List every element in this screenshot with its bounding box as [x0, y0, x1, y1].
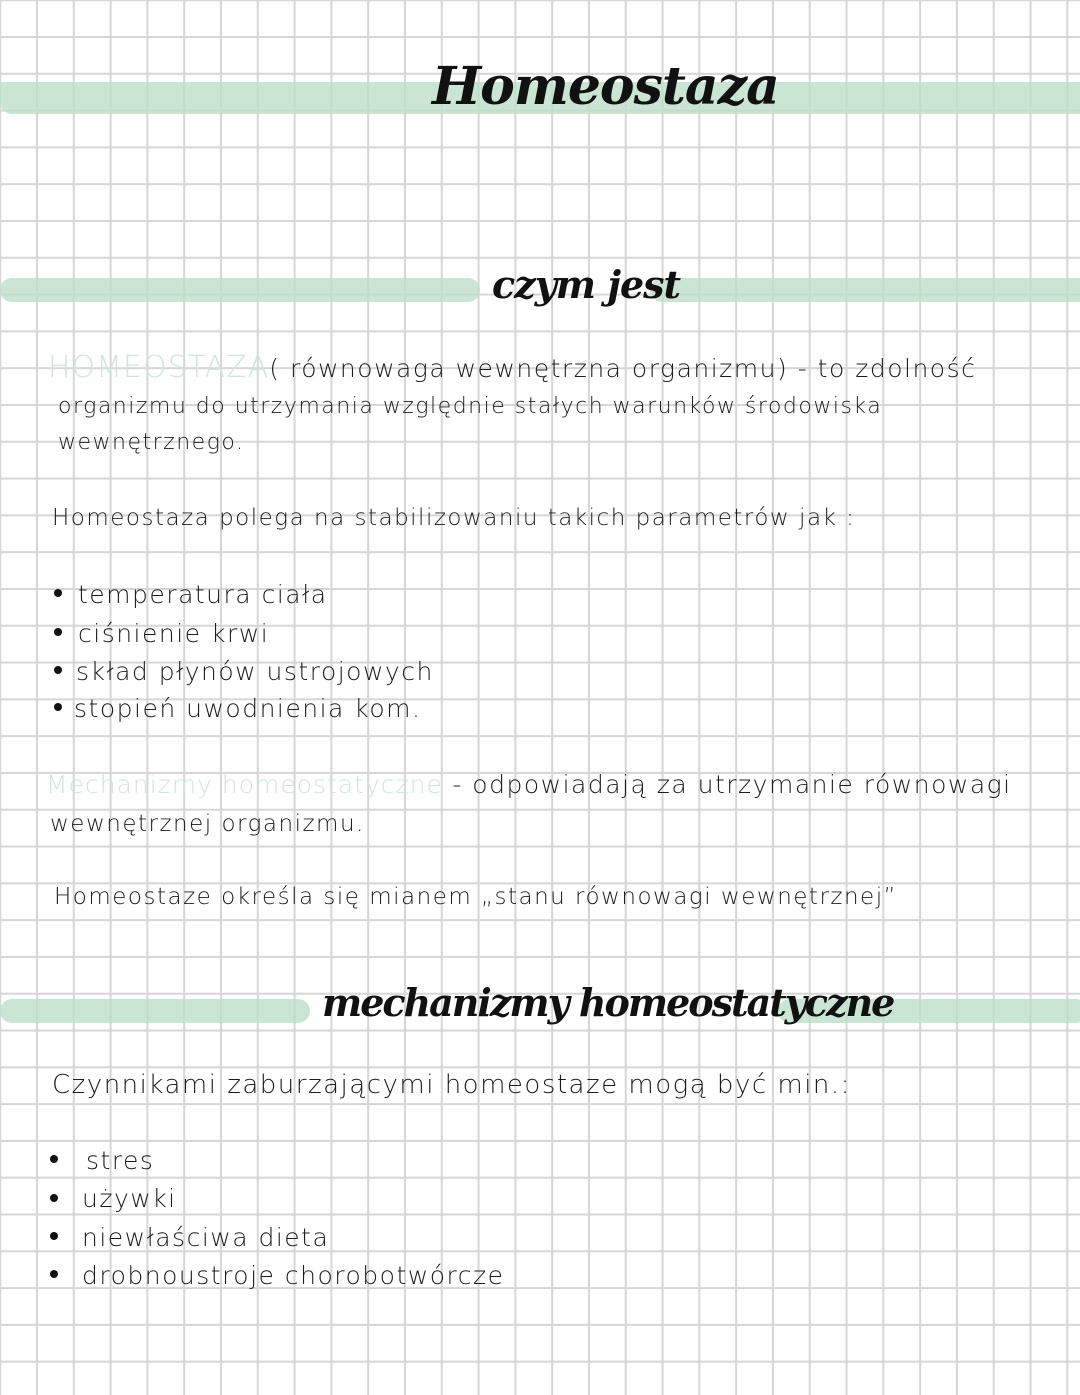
param-item: skład płynów ustrojowych [76, 657, 434, 686]
factor-item: niewłaściwa dieta [82, 1223, 330, 1252]
bullet-dot [54, 666, 62, 674]
bullet-dot [50, 1270, 58, 1278]
mechanisms-line-2: wewnętrznej organizmu. [50, 811, 365, 837]
definition-line-2: organizmu do utrzymania względnie stałych warunków środowiska [58, 394, 883, 419]
state-sentence: Homeostaze określa się mianem „stanu równowagi wewnętrznej” [54, 884, 898, 910]
page-title: Homeostaza [432, 56, 779, 117]
param-item: stopień uwodnienia kom. [74, 694, 422, 723]
bullet-dot [50, 1194, 58, 1202]
bullet-dot [50, 1232, 58, 1240]
section-band-left [0, 278, 480, 302]
definition-line-3: wewnętrznego. [58, 430, 245, 455]
param-item: temperatura ciała [78, 580, 328, 609]
bullet-dot [50, 1155, 58, 1163]
section-heading-mechanizmy: mechanizmy homeostatyczne [322, 980, 894, 1025]
factor-item: używki [82, 1184, 177, 1213]
term-homeostaza: HOMEOSTAZA [48, 350, 270, 385]
mechanisms-line-1 [46, 770, 1012, 799]
bullet-dot [54, 589, 62, 597]
section-band-left [0, 999, 310, 1023]
term-mechanizmy: Mechanizmy homeostatyczne [46, 770, 443, 799]
bullet-dot [54, 628, 62, 636]
section-heading-czym-jest: czym jest [492, 262, 681, 307]
params-intro: Homeostaza polega na stabilizowaniu takich parametrów jak : [52, 505, 856, 531]
definition-line-1-rest: ( równowaga wewnętrzna organizmu) - to zdolność [269, 354, 977, 383]
definition-line-1 [48, 350, 976, 385]
mechanisms-line-1-rest: - odpowiadają za utrzymanie równowagi [442, 770, 1012, 799]
factor-item: stres [86, 1146, 155, 1175]
bullet-dot [54, 703, 62, 711]
factor-item: drobnoustroje chorobotwórcze [82, 1261, 505, 1290]
factors-intro: Czynnikami zaburzającymi homeostaze mogą być min.: [52, 1070, 851, 1100]
section-band-right [650, 278, 1080, 302]
param-item: ciśnienie krwi [78, 619, 270, 648]
